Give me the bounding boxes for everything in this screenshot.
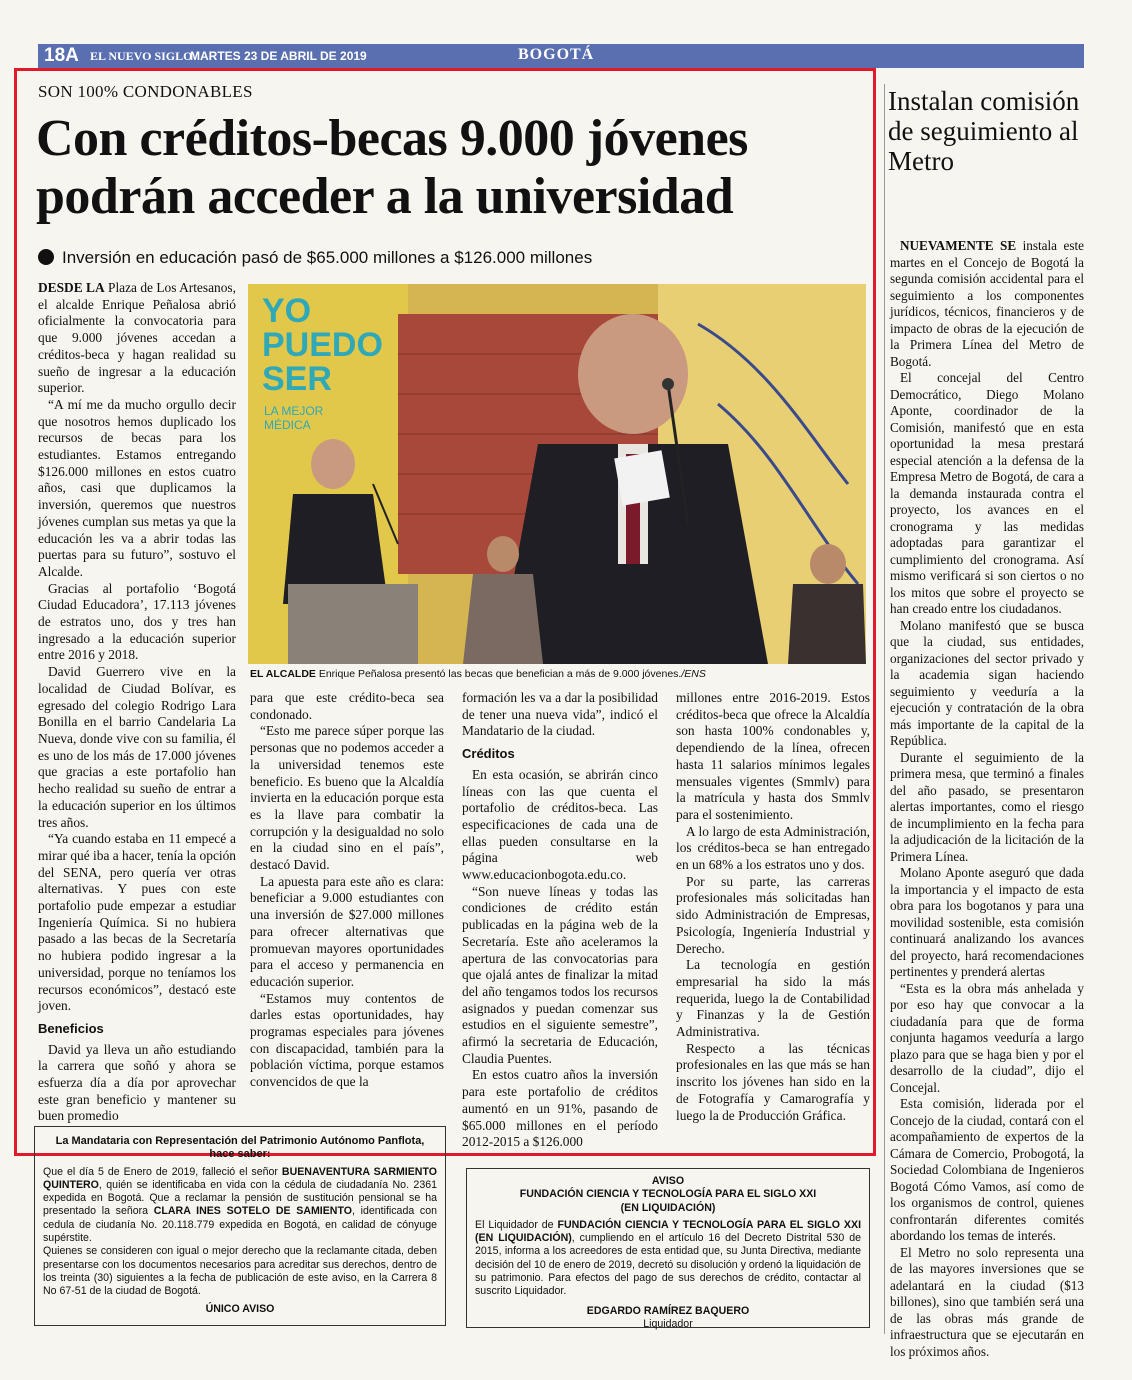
banner-line: SER [262,360,332,398]
notice-footer: ÚNICO AVISO [205,1302,275,1315]
paragraph: Por su parte, las carreras profesionales más solicitadas han sido Administración de Empresas, Psicología, Ingeniería Industrial y Derecho. [676,873,870,956]
headline-line-1: Con créditos-becas 9.000 jóvenes [36,110,748,167]
sidebar-article [890,238,1084,1360]
paragraph: En esta ocasión, se abrirán cinco líneas con las que cuenta el portafolio de créditos-beca. Las especificaciones de cada una de ellas pueden consultarse en la página web www.educacionbogota.edu.co. [462,766,658,883]
notice-title: La Mandataria con Representación del Patrimonio Autónomo Panflota, [55,1135,425,1147]
notice-signer-role: Liquidador [643,1317,693,1330]
photo-banner-small-text [264,404,323,432]
page-header-bar [38,44,1084,68]
notice-paragraph [475,1219,861,1299]
paragraph-text: instala este martes en el Concejo de Bogotá la segunda comisión accidental para el seguimiento a los componentes jurídicos, técnicos, financieros y de impacto de obras de la ejecución de la Primera Línea del Metro de Bogotá. [890,238,1084,369]
newspaper-name: EL NUEVO SIGLO [90,49,193,63]
paragraph: Esta comisión, liderada por el Concejo de la ciudad, contará con el acompañamiento de expertos de la Cámara de Comercio, Probogotá, la Sociedad Colombiana de Ingenieros Bogotá Cómo Vamos, así como de los organismos de control, quienes confrontarán diferentes comités abordando los temas de interés. [890,1096,1084,1243]
subhead-beneficios: Beneficios [38,1020,104,1036]
lead-in: DESDE LA [38,280,105,295]
legal-notice-pension [34,1126,446,1326]
bullet-icon [38,249,54,265]
banner-line: MÉDICA [264,418,311,432]
notice-signer: EDGARDO RAMÍREZ BAQUERO [586,1304,750,1317]
notice-text: , cumpliendo en el artículo 16 del Decreto Distrital 530 de 2015, informa a los acreedores de esta entidad que, su Junta Directiva, mediante decisión del 10 de enero de 2019, decretó su disolución y ordenó la liquidación de su patrimonio. Para efectos del pago de sus derechos de crédito, contactar al suscrito Liquidador. [475,1232,861,1298]
notice-organization: FUNDACIÓN CIENCIA Y TECNOLOGÍA PARA EL SIGLO XXI [519,1188,817,1201]
notice-subtitle: hace saber: [209,1148,271,1161]
notice-name: CLARA INES SOTELO DE SAMIENTO [153,1205,352,1218]
notice-title: AVISO [651,1175,685,1187]
notice-status: (EN LIQUIDACIÓN) [620,1201,716,1214]
notice-text: , quién se identificaba en vida con la cédula de ciudadanía No. 2361 expedida en Bogotá. Que a reclamar la pensión de sustitución pensional se ha presentado la señora [43,1178,437,1218]
sidebar-headline: Instalan comisión de seguimiento al Metro [888,86,1080,176]
paragraph: formación les va a dar la posibilidad de tener una nueva vida”, indicó el Mandatario de la ciudad. [462,690,658,739]
subhead-creditos: Créditos [462,746,515,762]
paragraph [890,238,1084,370]
notice-name: BUENAVENTURA SARMIENTO QUINTERO [43,1165,437,1191]
article-kicker: SON 100% CONDONABLES [38,82,253,101]
paragraph: En estos cuatro años la inversión para este portafolio de créditos aumentó en un 91%, pasando de $65.000 millones en el período 2012-2015 a $126.000 [462,1067,658,1150]
article-photo [248,284,866,664]
banner-line: LA MEJOR [264,404,324,418]
paragraph: Molano Aponte aseguró que dada la importancia y el impacto de esta obra para los bogotanos y para una movilidad sostenible, esta comisión continuará analizando los avances del proyecto, hará recomendaciones pertinentes y prenderá alertas [890,865,1084,979]
subheadline-text: Inversión en educación pasó de $65.000 millones a $126.000 millones [62,248,593,267]
paragraph: A lo largo de esta Administración, los créditos-beca se han entregado en un 68% a los estratos uno y dos. [676,823,870,873]
paragraph: “Son nueve líneas y todas las condiciones de crédito están publicadas en la página web de la Secretaría. Este año aceleramos la apertura de las convocatorias para que ojalá antes de finalizar la mitad del año tengamos todos los recursos asignados y puedan comenzar sus estudios en el siguiente semestre”, afirmó la secretaria de Educación, Claudia Puentes. [462,883,658,1066]
photo-banner-text [262,294,383,396]
legal-notice-liquidation [466,1168,870,1328]
notice-text: El Liquidador de [475,1218,558,1231]
caption-lead: EL ALCALDE [250,668,316,680]
paragraph: David ya lleva un año estudiando la carrera que soñó y ahora se esfuerza día a día por aprovechar este gran beneficio y mantener su buen promedio [38,1041,236,1124]
paragraph: para que este crédito-beca sea condonado. [250,690,444,722]
paragraph: Molano manifestó que se busca que la ciudad, sus entidades, organizaciones del sector privado y la academia sigan haciendo seguimiento y veeduría a la ejecución y contratación de la obra más importante de la capital de la República. [890,617,1084,748]
notice-text: , identificada con cedula de ciudanía No. 20.118.779 expedida en Bogotá, en calidad de cónyuge supérstite. [43,1205,438,1245]
paragraph: “Estamos muy contentos de darles estas oportunidades, hay programas especiales para jóvenes con discapacidad, también para la población víctima, porque estamos convencidos de que la [250,990,444,1090]
paragraph: El Metro no solo representa una de las mayores inversiones que se adelantará en la ciudad ($13 billones), sino que también será una de las obras más grande de infraestructura que se ejecutarán en los próximos años. [890,1244,1084,1359]
paragraph: millones entre 2016-2019. Estos créditos-beca que ofrece la Alcaldía son hasta 100% condonables y, dependiendo de la línea, ofrecen hasta 11 salarios mínimos legales mensuales vigentes (Smmlv) para la matrícula y hasta dos Smmlv para el sostenimiento. [676,690,870,822]
article-headline [36,110,866,226]
paragraph: “Esto me parece súper porque las personas que no podemos acceder a la universidad tenemos este beneficio. Es bueno que la Alcaldía invierta en la educación porque esta es la llave para combatir la corrupción y la desigualdad no solo en la ciudad sino en el país”, destacó David. [250,723,444,873]
article-column-2 [250,690,444,1091]
notice-paragraph: Quienes se consideren con igual o mejor derecho que la reclamante citada, deben presentarse con los documentos necesarios para acreditar sus derechos, dentro de los treinta (30) siguientes a la fecha de publicación de este aviso, en la Carrera 8 No 67-51 de la ciudad de Bogotá. [43,1245,437,1298]
headline-line-2: podrán acceder a la universidad [36,168,734,225]
paragraph: El concejal del Centro Democrático, Diego Molano Aponte, coordinador de la Comisión, manifestó que en esta oportunidad la mesa prestará especial atención a la defensa de la Empresa Metro de Bogotá, de cara a la demanda instaurada contra el proyecto, los avances en el cronograma y las medidas adoptadas para garantizar el cumplimiento del cronograma. Así mismo verificará si son ciertos o no los mitos que sobre el proyecto se han creado entre los ciudadanos. [890,370,1084,616]
notice-name: FUNDACIÓN CIENCIA Y TECNOLOGÍA PARA EL SIGLO XXI (EN LIQUIDACIÓN) [475,1218,862,1245]
paragraph: “Esta es la obra más anhelada y por eso hay que convocar a la ciudadanía para que de forma conjunta hagamos veeduría a largo plazo para que se haga bien y por el desarrollo de la ciudad”, dijo el Concejal. [890,980,1084,1095]
article-column-3 [462,690,658,1151]
paragraph: Gracias al portafolio ‘Bogotá Ciudad Educadora’, 17.113 jóvenes de estratos uno, dos y tres han ingresado a la educación superior entre 2016 y 2018. [38,580,236,663]
paragraph: La apuesta para este año es clara: beneficiar a 9.000 estudiantes con una inversión de $27.000 millones para ofrecer alternativas que promuevan mayores oportunidades para el acceso y permanencia en educación superior. [250,873,444,989]
notice-paragraph [43,1166,437,1246]
paragraph: “A mí me da mucho orgullo decir que nosotros hemos duplicado los recursos de becas para los estudiantes. Estamos entregando $126.000 millones en estos cuatro años, casi que duplicamos la inversión, queremos que nuestros jóvenes cumplan sus metas ya que la educación les va a abrir todas las puertas para su futuro”, sostuvo el Alcalde. [38,396,236,579]
paragraph: Durante el seguimiento de la primera mesa, que terminó a finales del año pasado, se presentaron alertas importantes, como el riesgo de incumplimiento en la fecha para la adjudicación de la licitación de la Primera Línea. [890,749,1084,864]
lead-in: NUEVAMENTE SE [900,238,1017,253]
photo-credit: /ENS [681,668,706,680]
banner-line: YO [262,292,312,330]
issue-date: MARTES 23 DE ABRIL DE 2019 [190,49,367,63]
article-column-1 [38,280,236,1125]
notice-text: Que el día 5 de Enero de 2019, falleció el señor [43,1165,282,1178]
banner-line: PUEDO [262,326,383,364]
paragraph: Respecto a las técnicas profesionales en las que más se han inscrito los jóvenes han sido en la de Fotografía y Camarografía y luego la de Producción Gráfica. [676,1040,870,1123]
paragraph: David Guerrero vive en la localidad de Ciudad Bolívar, es egresado del colegio Rodrigo Lara Bonilla en el barrio Candelaria La Nueva, donde vive con su familia, él es uno de los más de 17.000 jóvenes que gracias a este portafolio han hecho realidad su sueño de entrar a la educación superior en los últimos tres años. [38,664,236,830]
page-number: 18A [44,45,79,66]
paragraph [38,280,236,397]
photo-caption [250,668,870,680]
sidebar-divider [884,84,885,1334]
paragraph: “Ya cuando estaba en 11 empecé a mirar qué iba a hacer, tenía la opción del SENA, pero quería ver otras alternativas. Y pues con este portafolio pude empezar a estudiar Ingeniería Química. Si no hubiera pasado a las becas de la Secretaría no hubiera podido ingresar a la universidad, porque no teníamos los recursos económicos”, destacó este joven. [38,831,236,1014]
article-subheadline [38,248,592,268]
paragraph-text: Plaza de Los Artesanos, el alcalde Enrique Peñalosa abrió oficialmente la convocatoria para que 9.000 jóvenes accedan a créditos-beca y hagan realidad su sueño de ingresar a la educación superior. [38,280,236,396]
section-name: BOGOTÁ [518,46,595,63]
paragraph: La tecnología en gestión empresarial ha sido la más requerida, luego la de Contabilidad y Finanzas y la de Gestión Administrativa. [676,957,870,1040]
article-column-4 [676,690,870,1124]
caption-text: Enrique Peñalosa presentó las becas que benefician a más de 9.000 jóvenes. [315,668,682,680]
